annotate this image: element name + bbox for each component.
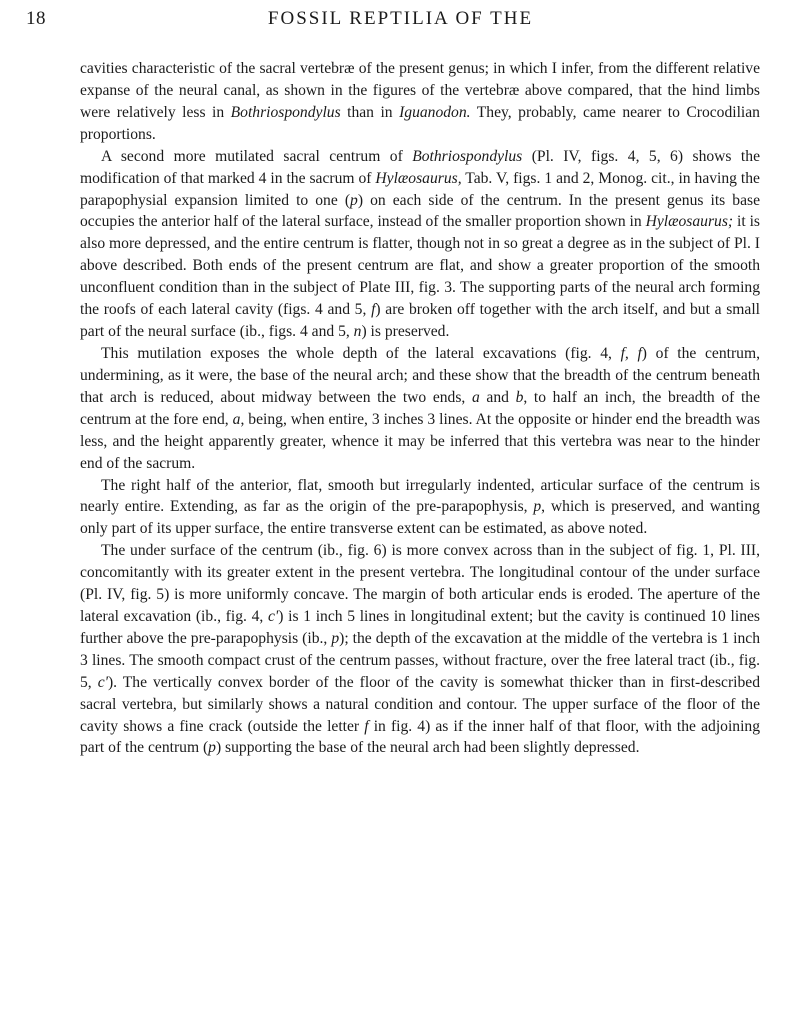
italic-text: p xyxy=(350,191,358,209)
page-header xyxy=(0,4,801,34)
body-text xyxy=(80,58,760,759)
text-run: (Pl. IV, figs. 4, 5, 6) shows the modification of that marked 4 in the sacrum of xyxy=(80,147,760,187)
italic-text: f, f xyxy=(620,344,642,362)
running-head: FOSSIL REPTILIA OF THE xyxy=(267,8,534,29)
text-run: , to half an inch, the breadth of the centrum at the fore end, xyxy=(80,388,761,428)
text-run: cavities characteristic of the sacral vertebræ of the present genus; in which I infer, from the different relative expanse of the neural canal, as shown in the figures of the vertebræ above compared, that the hind limbs were relatively less in xyxy=(80,60,760,121)
text-run: ) is 1 inch 5 lines in longitudinal extent; but the cavity is continued 10 lines further above the pre-parapophysis (ib., xyxy=(80,608,760,647)
italic-text: Bothriospondylus xyxy=(412,147,523,165)
italic-text: c' xyxy=(97,673,108,691)
text-run: The under surface of the centrum (ib., fig. 6) is more convex across than in the subject of fig. 1, Pl. III, concomitantly with its greater extent in the present vertebra. The longitudinal contour of the under surface (Pl. IV, fig. 5) is more uniformly concave. The margin of both articular ends is eroded. The aperture of the lateral excavation (ib., fig. 4, xyxy=(80,542,760,626)
italic-text: n xyxy=(353,322,362,340)
text-run: in fig. 4) as if the inner half of that floor, with the adjoining part of the centrum ( xyxy=(80,717,760,757)
italic-text: Hylæosaurus; xyxy=(645,213,734,231)
italic-text: f xyxy=(364,717,369,735)
text-run: ) of the centrum, undermining, as it were, the base of the neural arch; and these show that the breadth of the centrum beneath that arch is reduced, about midway between the two ends, xyxy=(80,344,760,406)
italic-text: Iguanodon. xyxy=(399,103,471,121)
italic-text: Hylæosaurus, xyxy=(375,169,462,187)
italic-text: b xyxy=(515,388,524,406)
text-run: than in xyxy=(340,103,400,121)
paragraph xyxy=(80,146,760,343)
italic-text: Bothriospondylus xyxy=(230,103,341,121)
text-run: Tab. V, figs. 1 and 2, Monog. cit., in having the parapophysial expansion limited to one ( xyxy=(80,169,760,209)
text-run: ). The vertically convex border of the floor of the cavity is somewhat thicker than in first-described sacral vertebra, but similarly shows a natural condition and contour. The upper surface of the floor of the cavity shows a fine crack (outside the letter xyxy=(80,673,761,735)
text-run: and xyxy=(479,388,516,406)
text-run: ) is preserved. xyxy=(361,322,450,340)
text-run: ) supporting the base of the neural arch had been slightly depressed. xyxy=(215,739,640,757)
italic-text: a xyxy=(471,388,480,406)
italic-text: a xyxy=(232,410,241,428)
paragraph xyxy=(80,343,760,474)
paragraph xyxy=(80,475,760,541)
text-run: They, probably, came nearer to Crocodilian proportions. xyxy=(80,103,760,143)
text-run: , being, when entire, 3 inches 3 lines. At the opposite or hinder end the breadth was less, and the height apparently greater, whence it may be inferred that this vertebra was near to the hinder end of the sacrum. xyxy=(80,410,761,472)
italic-text: c' xyxy=(267,608,279,626)
text-run: The right half of the anterior, flat, smooth but irregularly indented, articular surface of the centrum is nearly entire. Extending, as far as the origin of the pre-parapophysis, xyxy=(80,476,760,516)
paragraph xyxy=(80,540,760,759)
text-run: ); the depth of the excavation at the middle of the vertebra is 1 inch 3 lines. The smooth compact crust of the centrum passes, without fracture, over the free lateral tract (ib., fig. 5, xyxy=(80,629,760,691)
text-run: ) are broken off together with the arch itself, and but a small part of the neural surface (ib., figs. 4 and 5, xyxy=(80,301,760,340)
italic-text: f xyxy=(371,301,376,319)
text-run: A second more mutilated sacral centrum of xyxy=(101,147,413,165)
paragraph xyxy=(80,58,760,146)
text-run: it is also more depressed, and the entire centrum is flatter, though not in so great a degree as in the subject of Pl. I above described. Both ends of the present centrum are flat, and show a greater proportion of the smooth unconfluent condition than in the subject of Plate III, fig. 3. The supporting parts of the neural arch forming the roofs of each lateral cavity (figs. 4 and 5, xyxy=(80,213,760,319)
text-run: This mutilation exposes the whole depth of the lateral excavations (fig. 4, xyxy=(101,344,621,362)
page-number: 18 xyxy=(26,8,46,29)
italic-text: p xyxy=(331,629,340,647)
text-run: ) on each side of the centrum. In the present genus its base occupies the anterior half of the lateral surface, instead of the smaller proportion shown in xyxy=(80,191,760,231)
italic-text: p xyxy=(533,498,542,516)
text-run: , which is preserved, and wanting only part of its upper surface, the entire transverse extent can be estimated, as above noted. xyxy=(80,498,760,538)
italic-text: p xyxy=(208,739,216,757)
